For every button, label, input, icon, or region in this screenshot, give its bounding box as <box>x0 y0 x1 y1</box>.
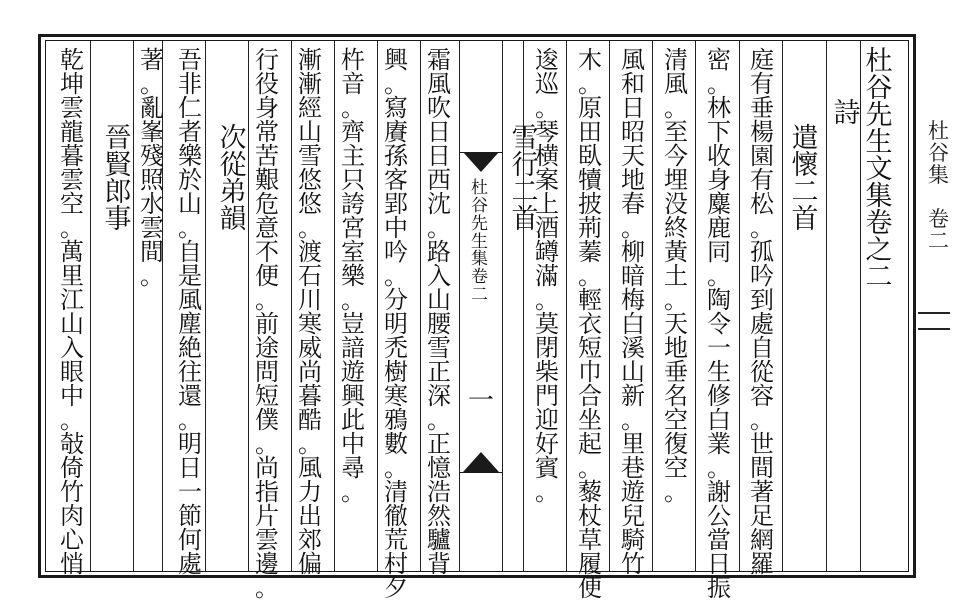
poem-line: 庭 有 垂 楊 園 有 松 。 孤 吟 到 處 自 從 容 。 世 間 著 足 網 羅 <box>750 46 774 578</box>
poem-line: 木 。 原 田 臥 犢 披 荊 蓁 。 輕 衣 短 巾 合 坐 起 。 藜 杖 草 履 便 <box>578 46 602 602</box>
column-rule <box>523 41 524 571</box>
poem-title: 次 從 弟 韻 <box>219 123 247 235</box>
column-rule <box>377 41 378 571</box>
poem-line: 霜 風 吹 日 日 西 沈 。 路 入 山 腰 雪 正 深 。 正 憶 浩 然 驢 背 <box>427 46 451 578</box>
margin-mark <box>918 312 950 314</box>
poem-line: 逡 巡 。 琴 横 案 上 酒 罇 滿 。 莫 閉 柴 門 迎 好 賓 。 <box>535 46 559 506</box>
column-rule <box>334 41 335 571</box>
center-book-title: 杜 谷 先 生 集 卷 二 <box>471 178 488 306</box>
margin-book-title: 杜 谷 集 卷 二 <box>928 119 949 254</box>
column-rule <box>739 41 740 571</box>
fishtail-rule <box>459 472 502 473</box>
poem-line: 風 和 日 昭 天 地 春 。 柳 暗 梅 白 溪 山 新 。 里 巷 遊 兒 騎 竹 <box>621 46 645 578</box>
poem-line: 杵 音 。 齊 主 只 誇 宮 室 樂 。 豈 諳 遊 興 此 中 尋 。 <box>341 46 365 506</box>
column-rule <box>420 41 421 571</box>
poem-line: 吾 非 仁 者 樂 於 山 。 自 是 風 塵 絶 往 還 。 明 日 一 節 何 處 <box>178 46 202 578</box>
fishtail-rule <box>459 152 502 153</box>
column-rule <box>695 41 696 571</box>
column-rule <box>205 41 206 571</box>
column-rule <box>291 41 292 571</box>
column-rule <box>826 41 827 571</box>
center-fold-rule <box>502 41 503 571</box>
poem-line: 行 役 身 常 苦 艱 危 意 不 便 。 前 途 問 短 僕 。 尚 指 片 雲 邊 。 <box>255 46 279 602</box>
poem-line: 興 。 寫 賡 孫 客 郢 中 吟 。 分 明 禿 樹 寒 鴉 數 。 清 徹 荒 村 夕 <box>384 46 408 602</box>
column-rule <box>133 41 134 571</box>
poem-title: 遣 懷 二 首 <box>791 123 819 235</box>
poem-line: 密 。 林 下 收 身 麋 鹿 同 。 陶 令 一 生 修 白 業 。 謝 公 當 日 振 <box>707 46 731 602</box>
column-rule <box>248 41 249 571</box>
fishtail-mark-lower <box>463 452 499 472</box>
poem-line: 著 。 亂 峯 殘 照 水 雲 間 。 <box>140 46 164 290</box>
poem-line: 漸 漸 經 山 雪 悠 悠 。 渡 石 川 寒 威 尚 暮 酷 。 風 力 出 郊 偏 <box>298 46 322 578</box>
fishtail-mark-upper <box>463 152 499 172</box>
poem-line: 乾 坤 雲 龍 暮 雲 空 。 萬 里 江 山 入 眼 中 。 敧 倚 竹 肉 心 悄 <box>60 46 84 578</box>
poem-title: 雪 行 二 首 <box>511 123 539 235</box>
column-rule <box>782 41 783 571</box>
column-rule <box>90 41 91 571</box>
volume-title: 杜 谷 先 生 文 集 卷 之 二 <box>865 46 893 293</box>
column-rule <box>609 41 610 571</box>
section-heading: 詩 <box>833 98 861 129</box>
center-page-number: 一 <box>468 386 495 416</box>
column-rule <box>652 41 653 571</box>
center-fold-rule <box>459 41 460 571</box>
poem-title: 晉 賢 郎 事 <box>104 123 132 235</box>
margin-mark <box>918 328 950 330</box>
poem-line: 清 風 。 至 今 埋 没 終 黃 土 。 天 地 垂 名 空 復 空 。 <box>664 46 688 506</box>
column-rule <box>566 41 567 571</box>
